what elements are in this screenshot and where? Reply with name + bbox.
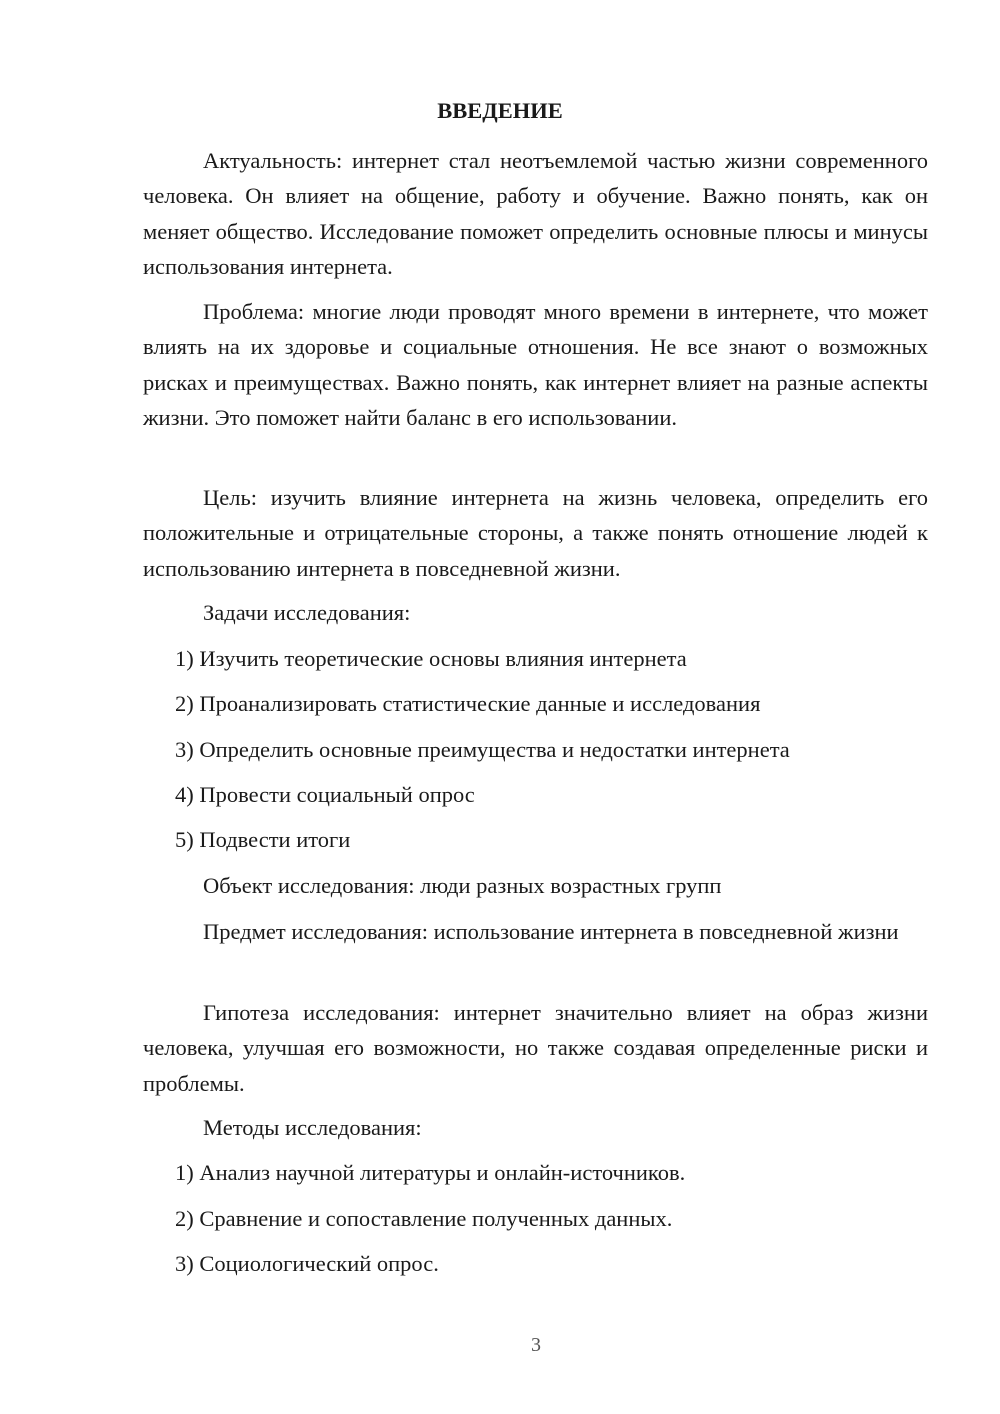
task-item: 4) Провести социальный опрос bbox=[175, 782, 475, 807]
task-item: 1) Изучить теоретические основы влияния интернета bbox=[175, 646, 687, 671]
task-item: 3) Определить основные преимущества и недостатки интернета bbox=[175, 737, 790, 762]
subject-paragraph: Предмет исследования: использование интернета в повседневной жизни bbox=[203, 919, 899, 944]
method-item: 1) Анализ научной литературы и онлайн-источников. bbox=[175, 1160, 686, 1185]
method-item: 3) Социологический опрос. bbox=[175, 1251, 439, 1276]
hypothesis-paragraph: Гипотеза исследования: интернет значительно влияет на образ жизни человека, улучшая его возможности, но также создавая определенные риски и проблемы. bbox=[143, 1000, 928, 1096]
page-title bbox=[72, 97, 1000, 125]
task-item: 2) Проанализировать статистические данные и исследования bbox=[175, 691, 761, 716]
relevance-paragraph: Актуальность: интернет стал неотъемлемой частью жизни современного человека. Он влияет на общение, работу и обучение. Важно понять, как он меняет общество. Исследование поможет определить основные плюсы и минусы использования интернета. bbox=[143, 148, 928, 279]
method-item: 2) Сравнение и сопоставление полученных данных. bbox=[175, 1206, 673, 1231]
problem-paragraph: Проблема: многие люди проводят много времени в интернете, что может влиять на их здоровье и социальные отношения. Не все знают о возможных рисках и преимуществах. Важно понять, как интернет влияет на разные аспекты жизни. Это поможет найти баланс в его использовании. bbox=[143, 299, 928, 430]
methods-title: Методы исследования: bbox=[203, 1115, 422, 1140]
page-title-text: ВВЕДЕНИЕ bbox=[437, 98, 563, 123]
object-paragraph: Объект исследования: люди разных возрастных групп bbox=[203, 873, 722, 898]
tasks-title: Задачи исследования: bbox=[203, 600, 411, 625]
goal-paragraph: Цель: изучить влияние интернета на жизнь человека, определить его положительные и отрицательные стороны, а также понять отношение людей к использованию интернета в повседневной жизни. bbox=[143, 485, 928, 581]
page-number: 3 bbox=[531, 1334, 541, 1356]
task-item: 5) Подвести итоги bbox=[175, 827, 351, 852]
